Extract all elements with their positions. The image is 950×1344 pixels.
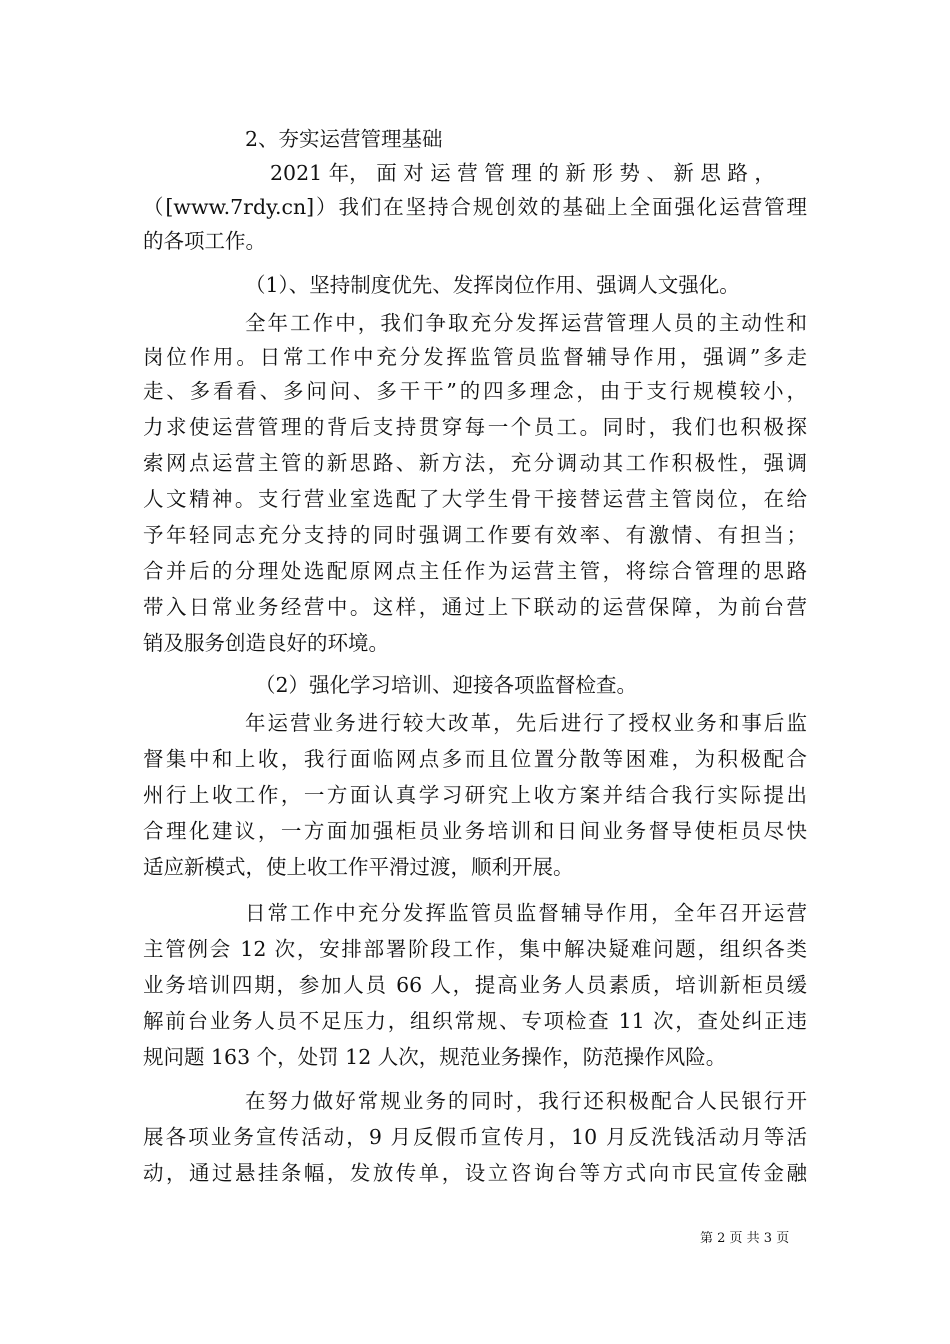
paragraph-line: 督集中和上收，我行面临网点多而且位置分散等困难，为积极配合 bbox=[143, 747, 807, 771]
intro-line: 的各项工作。 bbox=[143, 229, 266, 253]
intro-line: 2021 年， 面 对 运 营 管 理 的 新 形 势 、 新 思 路 ， bbox=[270, 161, 775, 185]
subsection-title-2: （2）强化学习培训、迎接各项监督检查。 bbox=[255, 673, 638, 697]
paragraph-line: 带入日常业务经营中。这样，通过上下联动的运营保障，为前台营 bbox=[143, 595, 807, 619]
paragraph-line: 适应新模式，使上收工作平滑过渡，顺利开展。 bbox=[143, 855, 574, 879]
paragraph-line: 州行上收工作，一方面认真学习研究上收方案并结合我行实际提出 bbox=[143, 783, 807, 807]
paragraph-line: 予年轻同志充分支持的同时强调工作要有效率、有激情、有担当； bbox=[143, 523, 807, 547]
paragraph-line: 解前台业务人员不足压力，组织常规、专项检查 11 次，查处纠正违 bbox=[143, 1009, 807, 1033]
paragraph-line: 业务培训四期，参加人员 66 人，提高业务人员素质，培训新柜员缓 bbox=[143, 973, 807, 997]
paragraph-line: 岗位作用。日常工作中充分发挥监管员监督辅导作用，强调”多走 bbox=[143, 345, 807, 369]
paragraph-line: 规问题 163 个，处罚 12 人次，规范业务操作，防范操作风险。 bbox=[143, 1045, 727, 1069]
paragraph-line: 全年工作中，我们争取充分发挥运营管理人员的主动性和 bbox=[245, 311, 807, 335]
subsection-title-1: （1）、坚持制度优先、发挥岗位作用、强调人文强化。 bbox=[245, 273, 740, 297]
paragraph-line: 销及服务创造良好的环境。 bbox=[143, 631, 389, 655]
paragraph-line: 人文精神。支行营业室选配了大学生骨干接替运营主管岗位，在给 bbox=[143, 487, 807, 511]
paragraph-line: 索网点运营主管的新思路、新方法，充分调动其工作积极性，强调 bbox=[143, 451, 807, 475]
paragraph-line: 力求使运营管理的背后支持贯穿每一个员工。同时，我们也积极探 bbox=[143, 415, 807, 439]
paragraph-line: 展各项业务宣传活动，9 月反假币宣传月，10 月反洗钱活动月等活 bbox=[143, 1125, 807, 1149]
paragraph-line: 主管例会 12 次，安排部署阶段工作，集中解决疑难问题，组织各类 bbox=[143, 937, 807, 961]
paragraph-line: 合并后的分理处选配原网点主任作为运营主管，将综合管理的思路 bbox=[143, 559, 807, 583]
paragraph-line: 年运营业务进行较大改革，先后进行了授权业务和事后监 bbox=[245, 711, 807, 735]
paragraph-line: 合理化建议，一方面加强柜员业务培训和日间业务督导使柜员尽快 bbox=[143, 819, 807, 843]
paragraph-line: 动，通过悬挂条幅，发放传单，设立咨询台等方式向市民宣传金融 bbox=[143, 1161, 807, 1185]
page-number: 第 2 页 共 3 页 bbox=[700, 1231, 790, 1246]
intro-line: （[www.7rdy.cn]）我们在坚持合规创效的基础上全面强化运营管理 bbox=[143, 195, 807, 219]
section-title: 2、夯实运营管理基础 bbox=[245, 127, 443, 151]
paragraph-line: 日常工作中充分发挥监管员监督辅导作用，全年召开运营 bbox=[245, 901, 807, 925]
paragraph-line: 在努力做好常规业务的同时，我行还积极配合人民银行开 bbox=[245, 1089, 807, 1113]
paragraph-line: 走、多看看、多问问、多干干”的四多理念，由于支行规模较小， bbox=[143, 379, 807, 403]
